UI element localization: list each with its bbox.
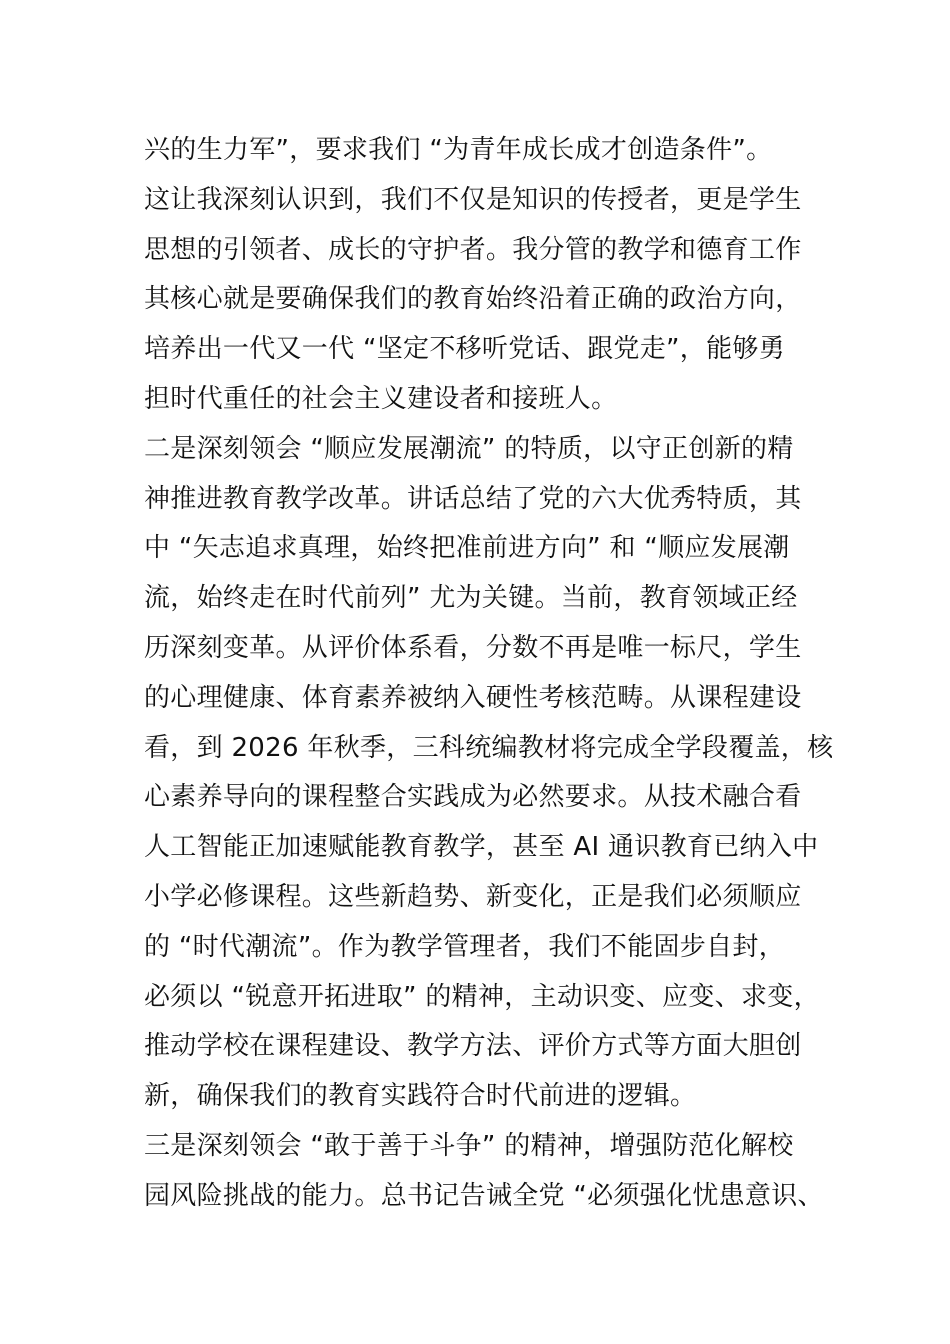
text-line: 的心理健康、体育素养被纳入硬性考核范畴。从课程建设 [144, 682, 802, 713]
text-line: 流，始终走在时代前列” 尤为关键。当前，教育领域正经 [144, 583, 798, 614]
text-line: 兴的生力军”，要求我们 “为青年成长成才创造条件”。 [144, 135, 773, 165]
text-line: 看，到 2026 年秋季，三科统编教材将完成全学段覆盖，核 [144, 732, 834, 763]
text-line: 培养出一代又一代 “坚定不移听党话、跟党走”，能够勇 [144, 334, 786, 365]
text-line: 推动学校在课程建设、教学方法、评价方式等方面大胆创 [144, 1031, 802, 1062]
text-line: 中 “矢志追求真理，始终把准前进方向” 和 “顺应发展潮 [144, 533, 790, 564]
text-line: 的 “时代潮流”。作为教学管理者，我们不能固步自封， [144, 931, 786, 962]
text-line: 神推进教育教学改革。讲话总结了党的六大优秀特质，其 [144, 483, 802, 514]
text-line: 小学必修课程。这些新趋势、新变化，正是我们必须顺应 [144, 881, 802, 912]
body-text [144, 126, 834, 1222]
text-line: 三是深刻领会 “敢于善于斗争” 的精神，增强防范化解校 [144, 1130, 794, 1161]
text-line: 新，确保我们的教育实践符合时代前进的逻辑。 [144, 1081, 697, 1112]
text-line: 这让我深刻认识到，我们不仅是知识的传授者，更是学生 [144, 184, 802, 215]
text-line: 人工智能正加速赋能教育教学，甚至 AI 通识教育已纳入中 [144, 832, 819, 863]
text-line: 二是深刻领会 “顺应发展潮流” 的特质，以守正创新的精 [144, 433, 794, 464]
text-line: 必须以 “锐意开拓进取” 的精神，主动识变、应变、求变， [144, 981, 820, 1012]
text-line: 担时代重任的社会主义建设者和接班人。 [144, 383, 618, 414]
text-line: 思想的引领者、成长的守护者。我分管的教学和德育工作 [144, 234, 802, 265]
text-line: 园风险挑战的能力。总书记告诫全党 “必须强化忧患意识、 [144, 1180, 824, 1211]
text-line: 其核心就是要确保我们的教育始终沿着正确的政治方向， [144, 284, 802, 315]
text-line: 心素养导向的课程整合实践成为必然要求。从技术融合看 [144, 782, 802, 813]
text-line: 历深刻变革。从评价体系看，分数不再是唯一标尺，学生 [144, 632, 802, 663]
